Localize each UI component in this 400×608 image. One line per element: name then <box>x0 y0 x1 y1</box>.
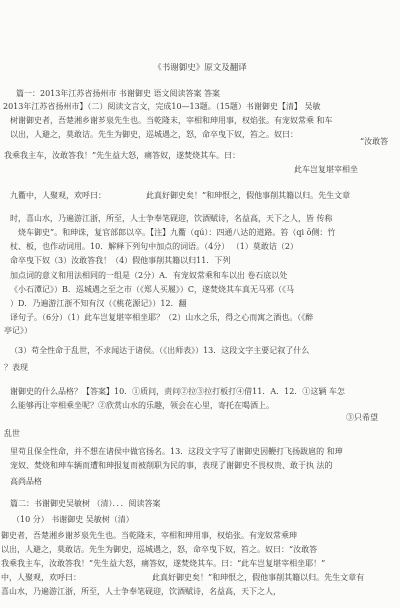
text-line: ）D．乃遍游江浙不知有汉（《桃花源记》）12．翻 <box>10 299 187 308</box>
text-line: 命卒曳下奴（3）汝敢答我！（4）假他事削其籍以归11．下列 <box>10 256 231 265</box>
text-line: 时，喜山水，乃遍游江浙，所至，人士争奉笔砚迎，饮酒赋诗，名益高，天下之人，皆 传称 <box>10 214 333 223</box>
text-line: 谢御史的什么品格？【答案】10．①质问，责问②拉③拉打板打④借11．A．12．①这辆 车怎 <box>10 387 345 396</box>
text-line: ？表现 <box>4 363 28 372</box>
text-line: ③只希望 <box>346 413 378 422</box>
text-line: 译句子。（6分）（1）此车岂复堪宰相坐耶？（2）山水之乐，得之心而寓之酒也。（《醉 <box>10 313 314 322</box>
text-line: 以出，人避之，莫敢诘。先生为御史，巡城遇之，怒，命卒曳下奴，笞之。奴曰： <box>10 130 298 139</box>
text-line: 里苟且保全性命，并不想在诸侯中做官扬名。13．这段文字写了谢御史因鞭打飞扬跋扈的 和珅 <box>10 447 343 456</box>
text-line: 篇二：书谢御史吴敏树 （清）．．．阅读答案 <box>10 499 161 508</box>
text-line: 么能够再让宰相乘坐呢？②欣赏山水的乐趣，领会在心里，寄托在喝酒上。 <box>10 401 274 410</box>
text-line: （10 分） 书谢御史 吴敏树（清） <box>12 515 134 524</box>
text-line: 2013年江苏省扬州市】（二）阅读文言文，完成10—13题。（15题）书谢御史【清】 吴敏 <box>3 102 321 111</box>
text-line: 九衢中，人聚观，欢呼曰： <box>10 191 106 200</box>
text-line: 中，人聚观，欢呼曰： <box>1 573 81 582</box>
text-line: 喜山水，乃遍游江浙，所至，人士争奉笔砚迎，饮酒赋诗，名益高，天下之人， <box>1 587 281 596</box>
text-line: 此真好御史矣！”和珅恨之，假他事削其籍以归。先生文章 <box>146 191 351 200</box>
text-line: 我乘我主车，汝敢答我！”先生益大怒，痛答奴，遂焚烧其车。曰： <box>4 151 241 160</box>
text-line: 宠奴、焚烧和珅车辆而遭和珅报复而被削职为民的事，表现了谢御史不畏权贵、敢于执 法的 <box>10 461 333 470</box>
text-line: 此真好御史矣！”和珅恨之，假他事削其籍以归。先生文章有 <box>152 573 365 582</box>
text-line: 乱世 <box>4 429 20 438</box>
text-line: 此车岂复堪宰相坐 <box>294 165 358 174</box>
text-line: 树谢御史者，吾楚湘乡谢芗泉先生也。当乾隆末，宰相和珅用事，权焰张。有宠奴常乘 和车 <box>10 116 333 125</box>
text-line: 《小石潭记》）B．巡城遇之至之市（《郑人买履》）C，遂焚烧其车真无马邪（《马 <box>10 285 294 294</box>
text-line: 御史者，吾楚湘乡谢芗泉先生也。当乾隆末，宰相和珅用事，权焰张。有宠奴常乘珅 <box>1 531 297 540</box>
text-line: 我乘我主车，汝敢答我！”先生益大怒，痛答奴，遂焚烧其车。曰：“此车岂复堪宰相坐耶！” <box>1 559 326 568</box>
text-line: （3）苟全性命于乱世，不求闻达于诸侯。（《出师表》）13．这段文字主要记叙了什么 <box>10 346 310 355</box>
document-title: 《书谢御史》原文及翻译 <box>153 63 247 73</box>
text-line: 杖、板，也作动词用。10．解释下列句中加点的词语。（4分） （1）莫敢诘（2） <box>10 242 298 251</box>
text-line: 加点词的意义和用法相同的一组是（2分）A．有宠奴常乘和车以出 卷石底以处 <box>10 271 288 280</box>
text-line: 烧车御史”。和珅诛，复官部郎以卒。【注】九衢（qú）：四通八达的道路。笞（qi ō侧：竹 <box>18 228 336 237</box>
text-line: 亭记》） <box>4 326 32 335</box>
text-line: 篇一：2013年江苏省扬州市 书谢御史 语文阅读答案 答案 <box>16 89 220 98</box>
text-line: 以出，人避之，莫敢诘。先生为御史，巡城遇之，怒，命卒曳下奴，笞之。奴曰：“汝敢答 <box>1 545 318 554</box>
text-line: “汝敢答 <box>360 137 389 146</box>
text-line: 高尚品格 <box>10 477 42 486</box>
